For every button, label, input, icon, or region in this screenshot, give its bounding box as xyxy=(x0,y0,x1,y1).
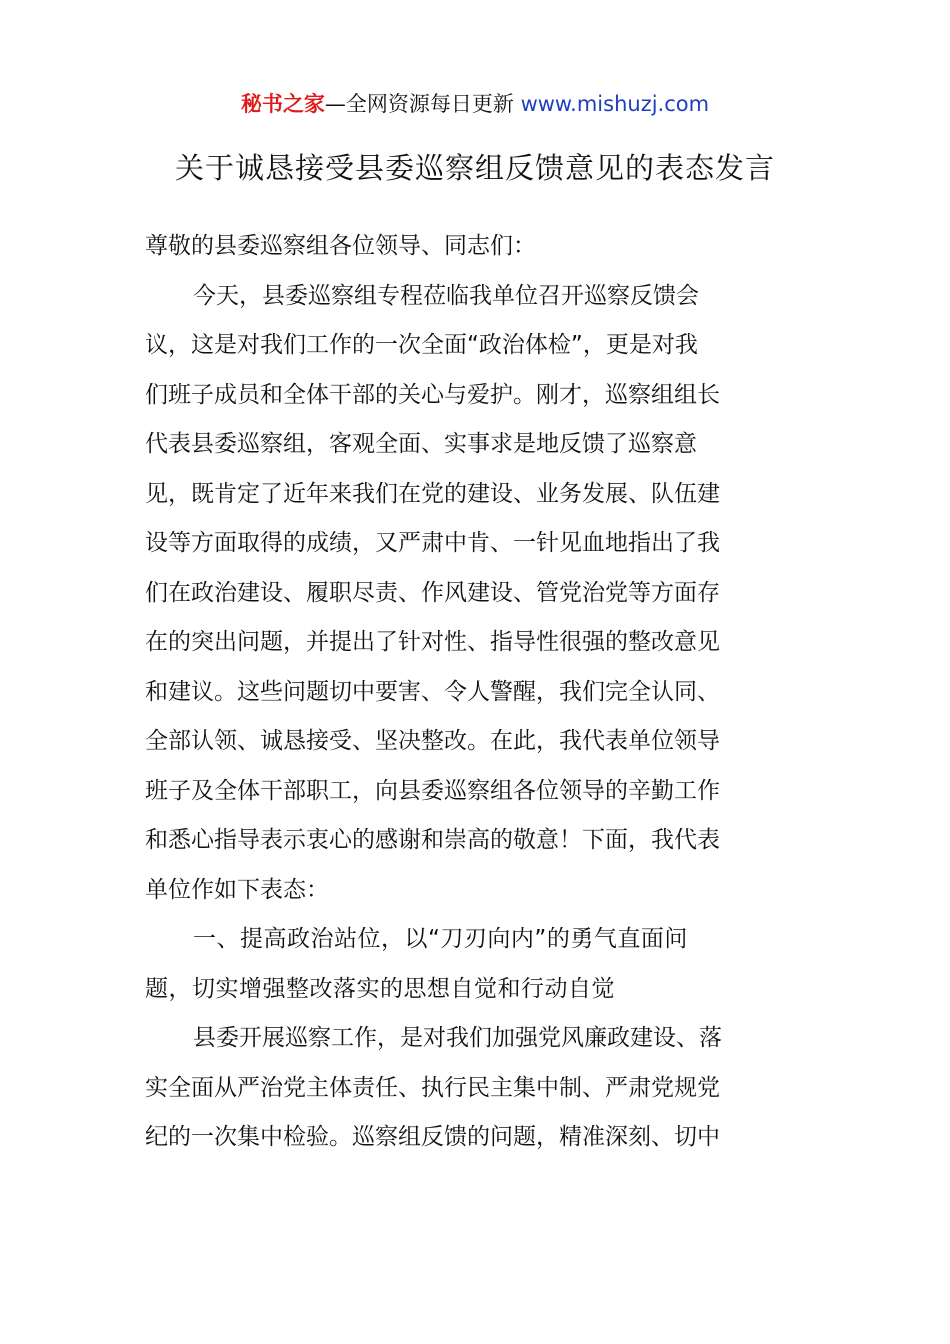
paragraph-line: 见，既肯定了近年来我们在党的建设、业务发展、队伍建 xyxy=(145,480,720,507)
paragraph-line: 设等方面取得的成绩，又严肃中肯、一针见血地指出了我 xyxy=(145,530,720,556)
site-url-link[interactable]: www.mishuzj.com xyxy=(520,92,710,116)
paragraph-line: 全部认领、诚恳接受、坚决整改。在此，我代表单位领导 xyxy=(145,728,720,754)
paragraph-line: 和悉心指导表示衷心的感谢和崇高的敬意！下面，我代表 xyxy=(145,827,720,853)
section-heading: 一、提高政治站位，以“刀刃向内”的勇气直面问 xyxy=(193,926,688,952)
paragraph-line: 在的突出问题，并提出了针对性、指导性很强的整改意见 xyxy=(145,629,720,655)
paragraph-line: 代表县委巡察组，客观全面、实事求是地反馈了巡察意 xyxy=(145,431,697,457)
paragraph-line: 班子及全体干部职工，向县委巡察组各位领导的辛勤工作 xyxy=(145,777,720,804)
paragraph-line: 单位作如下表态： xyxy=(145,876,329,903)
paragraph-line: 纪的一次集中检验。巡察组反馈的问题，精准深刻、切中 xyxy=(145,1124,720,1150)
paragraph-line: 们在政治建设、履职尽责、作风建设、管党治党等方面存 xyxy=(145,579,720,606)
document-body xyxy=(145,222,810,1163)
header-tagline: —全网资源每日更新 xyxy=(324,92,514,116)
section-heading: 题，切实增强整改落实的思想自觉和行动自觉 xyxy=(145,975,615,1002)
paragraph-line: 今天，县委巡察组专程莅临我单位召开巡察反馈会 xyxy=(193,282,699,309)
brand-name: 秘书之家 xyxy=(240,92,325,116)
salutation: 尊敬的县委巡察组各位领导、同志们： xyxy=(145,233,536,259)
paragraph-line: 和建议。这些问题切中要害、令人警醒，我们完全认同、 xyxy=(145,678,720,705)
paragraph-line: 县委开展巡察工作，是对我们加强党风廉政建设、落 xyxy=(193,1025,722,1051)
site-header xyxy=(0,88,950,120)
paragraph-line: 们班子成员和全体干部的关心与爱护。刚才，巡察组组长 xyxy=(145,381,720,408)
paragraph-line: 议，这是对我们工作的一次全面“政治体检”，更是对我 xyxy=(145,332,698,358)
paragraph-line: 实全面从严治党主体责任、执行民主集中制、严肃党规党 xyxy=(145,1074,720,1101)
document-title: 关于诚恳接受县委巡察组反馈意见的表态发言 xyxy=(174,151,775,185)
